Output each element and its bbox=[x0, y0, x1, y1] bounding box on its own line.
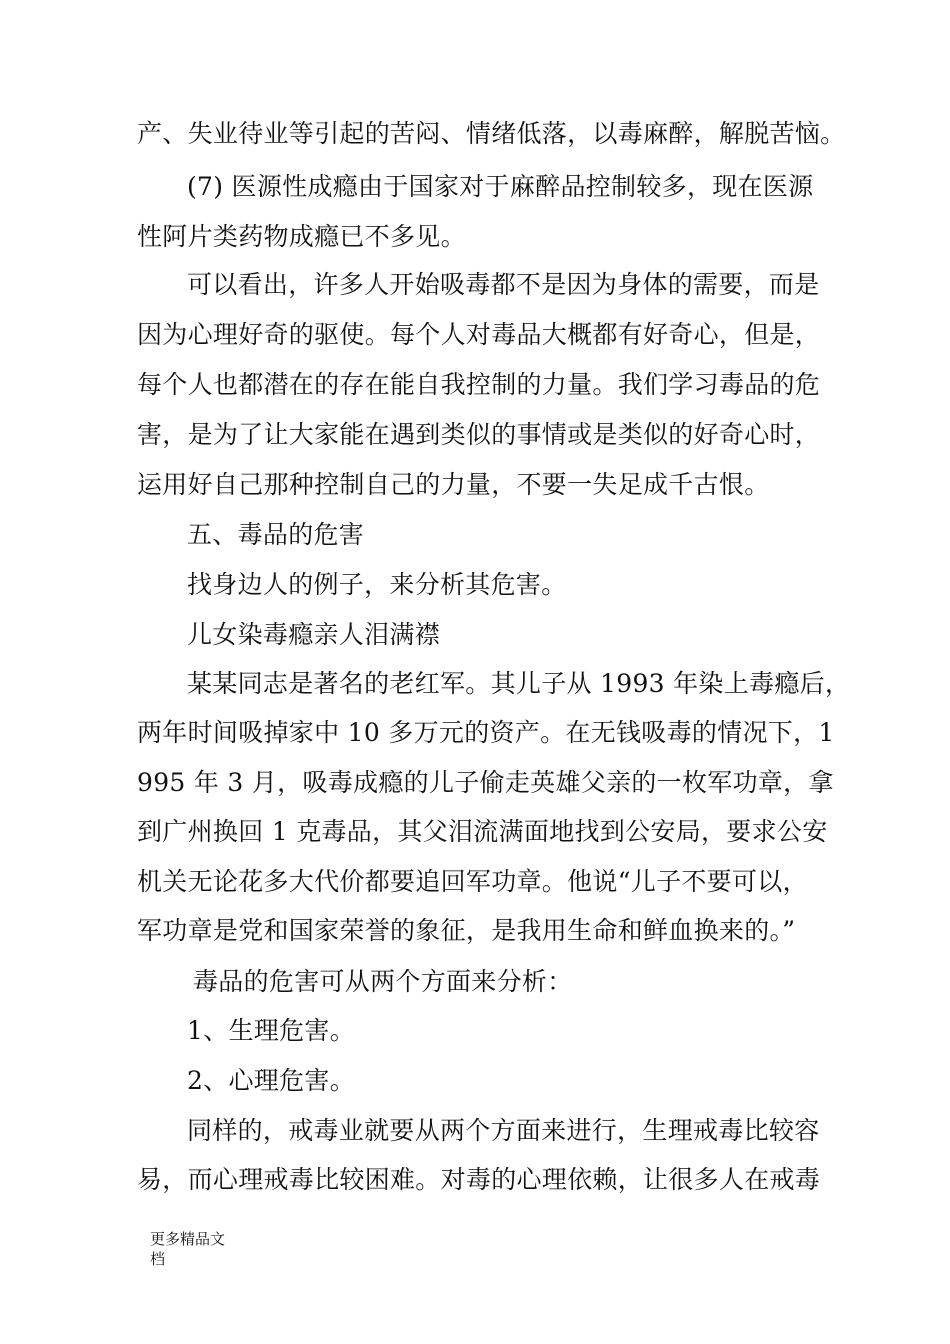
text-line-17: 军功章是党和国家荣誉的象征，是我用生命和鲜血换来的。” bbox=[137, 916, 796, 945]
text-line-18: 毒品的危害可从两个方面来分析： bbox=[193, 967, 573, 996]
text-line-6: 每个人也都潜在的存在能自我控制的力量。我们学习毒品的危 bbox=[137, 370, 821, 399]
story-title: 儿女染毒瘾亲人泪满襟 bbox=[187, 620, 441, 649]
text-line-15: 到广州换回 1 克毒品，其父泪流满面地找到公安局，要求公安 bbox=[137, 817, 828, 846]
text-line-14: 995 年 3 月，吸毒成瘾的儿子偷走英雄父亲的一枚军功章，拿 bbox=[137, 768, 834, 797]
text-line-16: 机关无论花多大代价都要追回军功章。他说“儿子不要可以， bbox=[137, 867, 808, 896]
text-line-21: 同样的，戒毒业就要从两个方面来进行，生理戒毒比较容 bbox=[187, 1116, 820, 1145]
text-line-7: 害，是为了让大家能在遇到类似的事情或是类似的好奇心时， bbox=[137, 420, 821, 449]
footer-text-line-2: 档 bbox=[150, 1250, 166, 1268]
list-item-1: 1、生理危害。 bbox=[187, 1016, 356, 1045]
text-line-3: 性阿片类药物成瘾已不多见。 bbox=[137, 222, 466, 251]
text-line-10: 找身边人的例子，来分析其危害。 bbox=[187, 570, 567, 599]
text-line-5: 因为心理好奇的驱使。每个人对毒品大概都有好奇心，但是， bbox=[137, 320, 821, 349]
section-heading: 五、毒品的危害 bbox=[187, 520, 365, 549]
text-line-8: 运用好自己那种控制自己的力量，不要一失足成千古恨。 bbox=[137, 470, 770, 499]
text-line-2: (7) 医源性成瘾由于国家对于麻醉品控制较多，现在医源 bbox=[187, 172, 814, 201]
footer-text-line-1: 更多精品文 bbox=[150, 1230, 226, 1248]
text-line-1: 产、失业待业等引起的苦闷、情绪低落，以毒麻醉，解脱苦恼。 bbox=[137, 119, 846, 148]
list-item-2: 2、心理危害。 bbox=[187, 1066, 356, 1095]
text-line-4: 可以看出，许多人开始吸毒都不是因为身体的需要，而是 bbox=[187, 270, 820, 299]
text-line-22: 易，而心理戒毒比较困难。对毒的心理依赖，让很多人在戒毒 bbox=[137, 1165, 821, 1194]
text-line-13: 两年时间吸掉家中 10 多万元的资产。在无钱吸毒的情况下，1 bbox=[137, 718, 835, 747]
text-line-12: 某某同志是著名的老红军。其儿子从 1993 年染上毒瘾后， bbox=[187, 669, 851, 698]
